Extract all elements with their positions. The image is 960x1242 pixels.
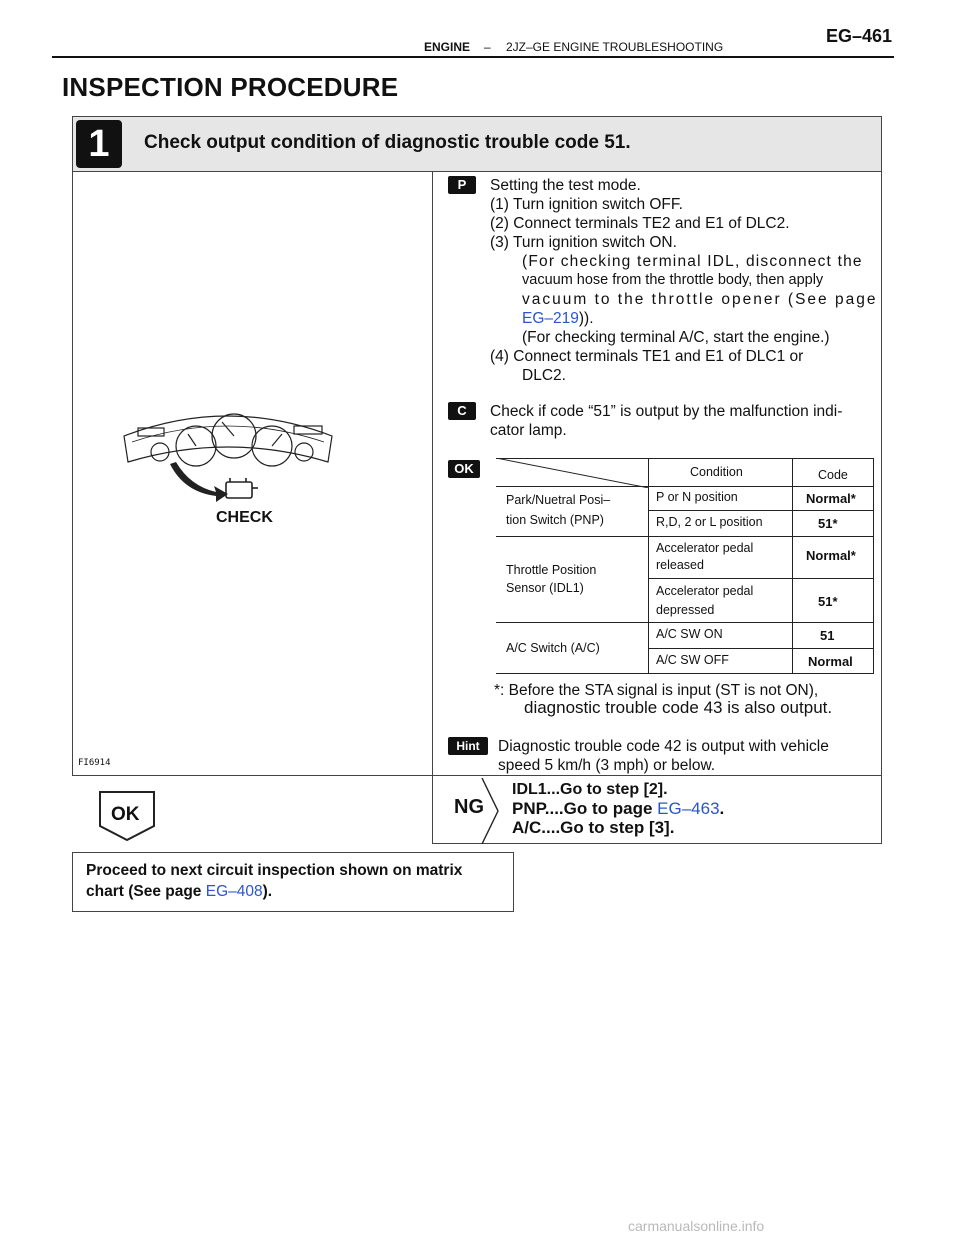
step-title: Check output condition of diagnostic trouble code 51. xyxy=(144,132,631,153)
check-label: CHECK xyxy=(216,509,273,526)
prep-item-2: (2) Connect terminals TE2 and E1 of DLC2. xyxy=(490,215,790,232)
check-tag: C xyxy=(448,402,476,420)
code-cell: 51* xyxy=(818,516,838,531)
ok-result-marker xyxy=(98,790,156,842)
prep-item-4a: (4) Connect terminals TE1 and E1 of DLC1 or xyxy=(490,348,804,365)
hint-line-2: speed 5 km/h (3 mph) or below. xyxy=(498,757,716,774)
prep-note-1b: vacuum hose from the throttle body, then apply xyxy=(522,272,824,288)
step-divider xyxy=(432,172,433,776)
prep-item-4b: DLC2. xyxy=(522,367,566,384)
prep-tag: P xyxy=(448,176,476,194)
prep-note-2: (For checking terminal A/C, start the engine.) xyxy=(522,329,830,346)
instrument-cluster-illustration xyxy=(118,402,338,532)
condition-cell: Accelerator pedal xyxy=(656,584,754,598)
ok-label: OK xyxy=(111,804,140,825)
proceed-line-1: Proceed to next circuit inspection shown on matrix xyxy=(86,862,463,879)
page-title: INSPECTION PROCEDURE xyxy=(62,72,399,102)
ng-ac: A/C....Go to step [3]. xyxy=(512,818,675,837)
group-name: Park/Nuetral Posi– xyxy=(506,493,611,507)
header-rule xyxy=(52,56,894,58)
code-cell: Normal* xyxy=(806,548,856,563)
proceed-line-2: chart (See page EG–408). xyxy=(86,883,273,900)
code-table xyxy=(496,458,876,674)
condition-cell: R,D, 2 or L position xyxy=(656,515,763,529)
figure-id: FI6914 xyxy=(78,758,111,768)
group-name: Throttle Position xyxy=(506,563,597,577)
condition-cell: A/C SW OFF xyxy=(656,653,729,667)
condition-cell: released xyxy=(656,558,704,572)
step-number: 1 xyxy=(76,120,122,168)
eg219-link[interactable]: EG–219 xyxy=(522,310,579,327)
footnote-line-2: diagnostic trouble code 43 is also output. xyxy=(524,698,833,717)
hint-line-1: Diagnostic trouble code 42 is output with vehicle xyxy=(498,738,829,755)
eg408-link[interactable]: EG–408 xyxy=(205,883,263,900)
prep-intro: Setting the test mode. xyxy=(490,177,641,194)
header-condition: Condition xyxy=(690,465,743,479)
code-cell: 51 xyxy=(820,628,835,643)
check-line-2: cator lamp. xyxy=(490,422,567,439)
check-line-1: Check if code “51” is output by the malfunction indi- xyxy=(490,403,843,420)
header-code: Code xyxy=(818,468,848,482)
header-subtitle: 2JZ–GE ENGINE TROUBLESHOOTING xyxy=(506,40,724,54)
condition-cell: depressed xyxy=(656,603,715,617)
proceed-box xyxy=(72,852,514,912)
prep-item-3: (3) Turn ignition switch ON. xyxy=(490,234,677,251)
condition-cell: A/C SW ON xyxy=(656,627,723,641)
group-name: A/C Switch (A/C) xyxy=(506,641,600,655)
ng-pnp: PNP....Go to page EG–463. xyxy=(512,799,725,818)
ng-idl1: IDL1...Go to step [2]. xyxy=(512,781,668,798)
group-name: tion Switch (PNP) xyxy=(506,513,604,527)
prep-note-1c: vacuum to the throttle opener (See page xyxy=(522,291,878,308)
group-name: Sensor (IDL1) xyxy=(506,581,584,595)
ng-label: NG xyxy=(454,796,484,818)
hint-tag: Hint xyxy=(448,737,488,755)
ok-tag: OK xyxy=(448,460,480,478)
code-cell: Normal xyxy=(808,654,853,669)
footnote-line-1: *: Before the STA signal is input (ST is not ON), xyxy=(494,682,819,699)
prep-note-1-end: EG–219)). xyxy=(522,310,594,327)
watermark: carmanualsonline.info xyxy=(628,1218,765,1234)
prep-item-1: (1) Turn ignition switch OFF. xyxy=(490,196,683,213)
page-number: EG–461 xyxy=(826,26,893,46)
condition-cell: Accelerator pedal xyxy=(656,541,754,555)
code-cell: Normal* xyxy=(806,491,856,506)
eg463-link[interactable]: EG–463 xyxy=(657,799,720,818)
prep-note-1a: (For checking terminal IDL, disconnect the xyxy=(522,253,863,270)
header-separator: – xyxy=(484,40,491,54)
condition-cell: P or N position xyxy=(656,490,738,504)
header-section: ENGINE xyxy=(424,40,471,54)
code-cell: 51* xyxy=(818,594,838,609)
